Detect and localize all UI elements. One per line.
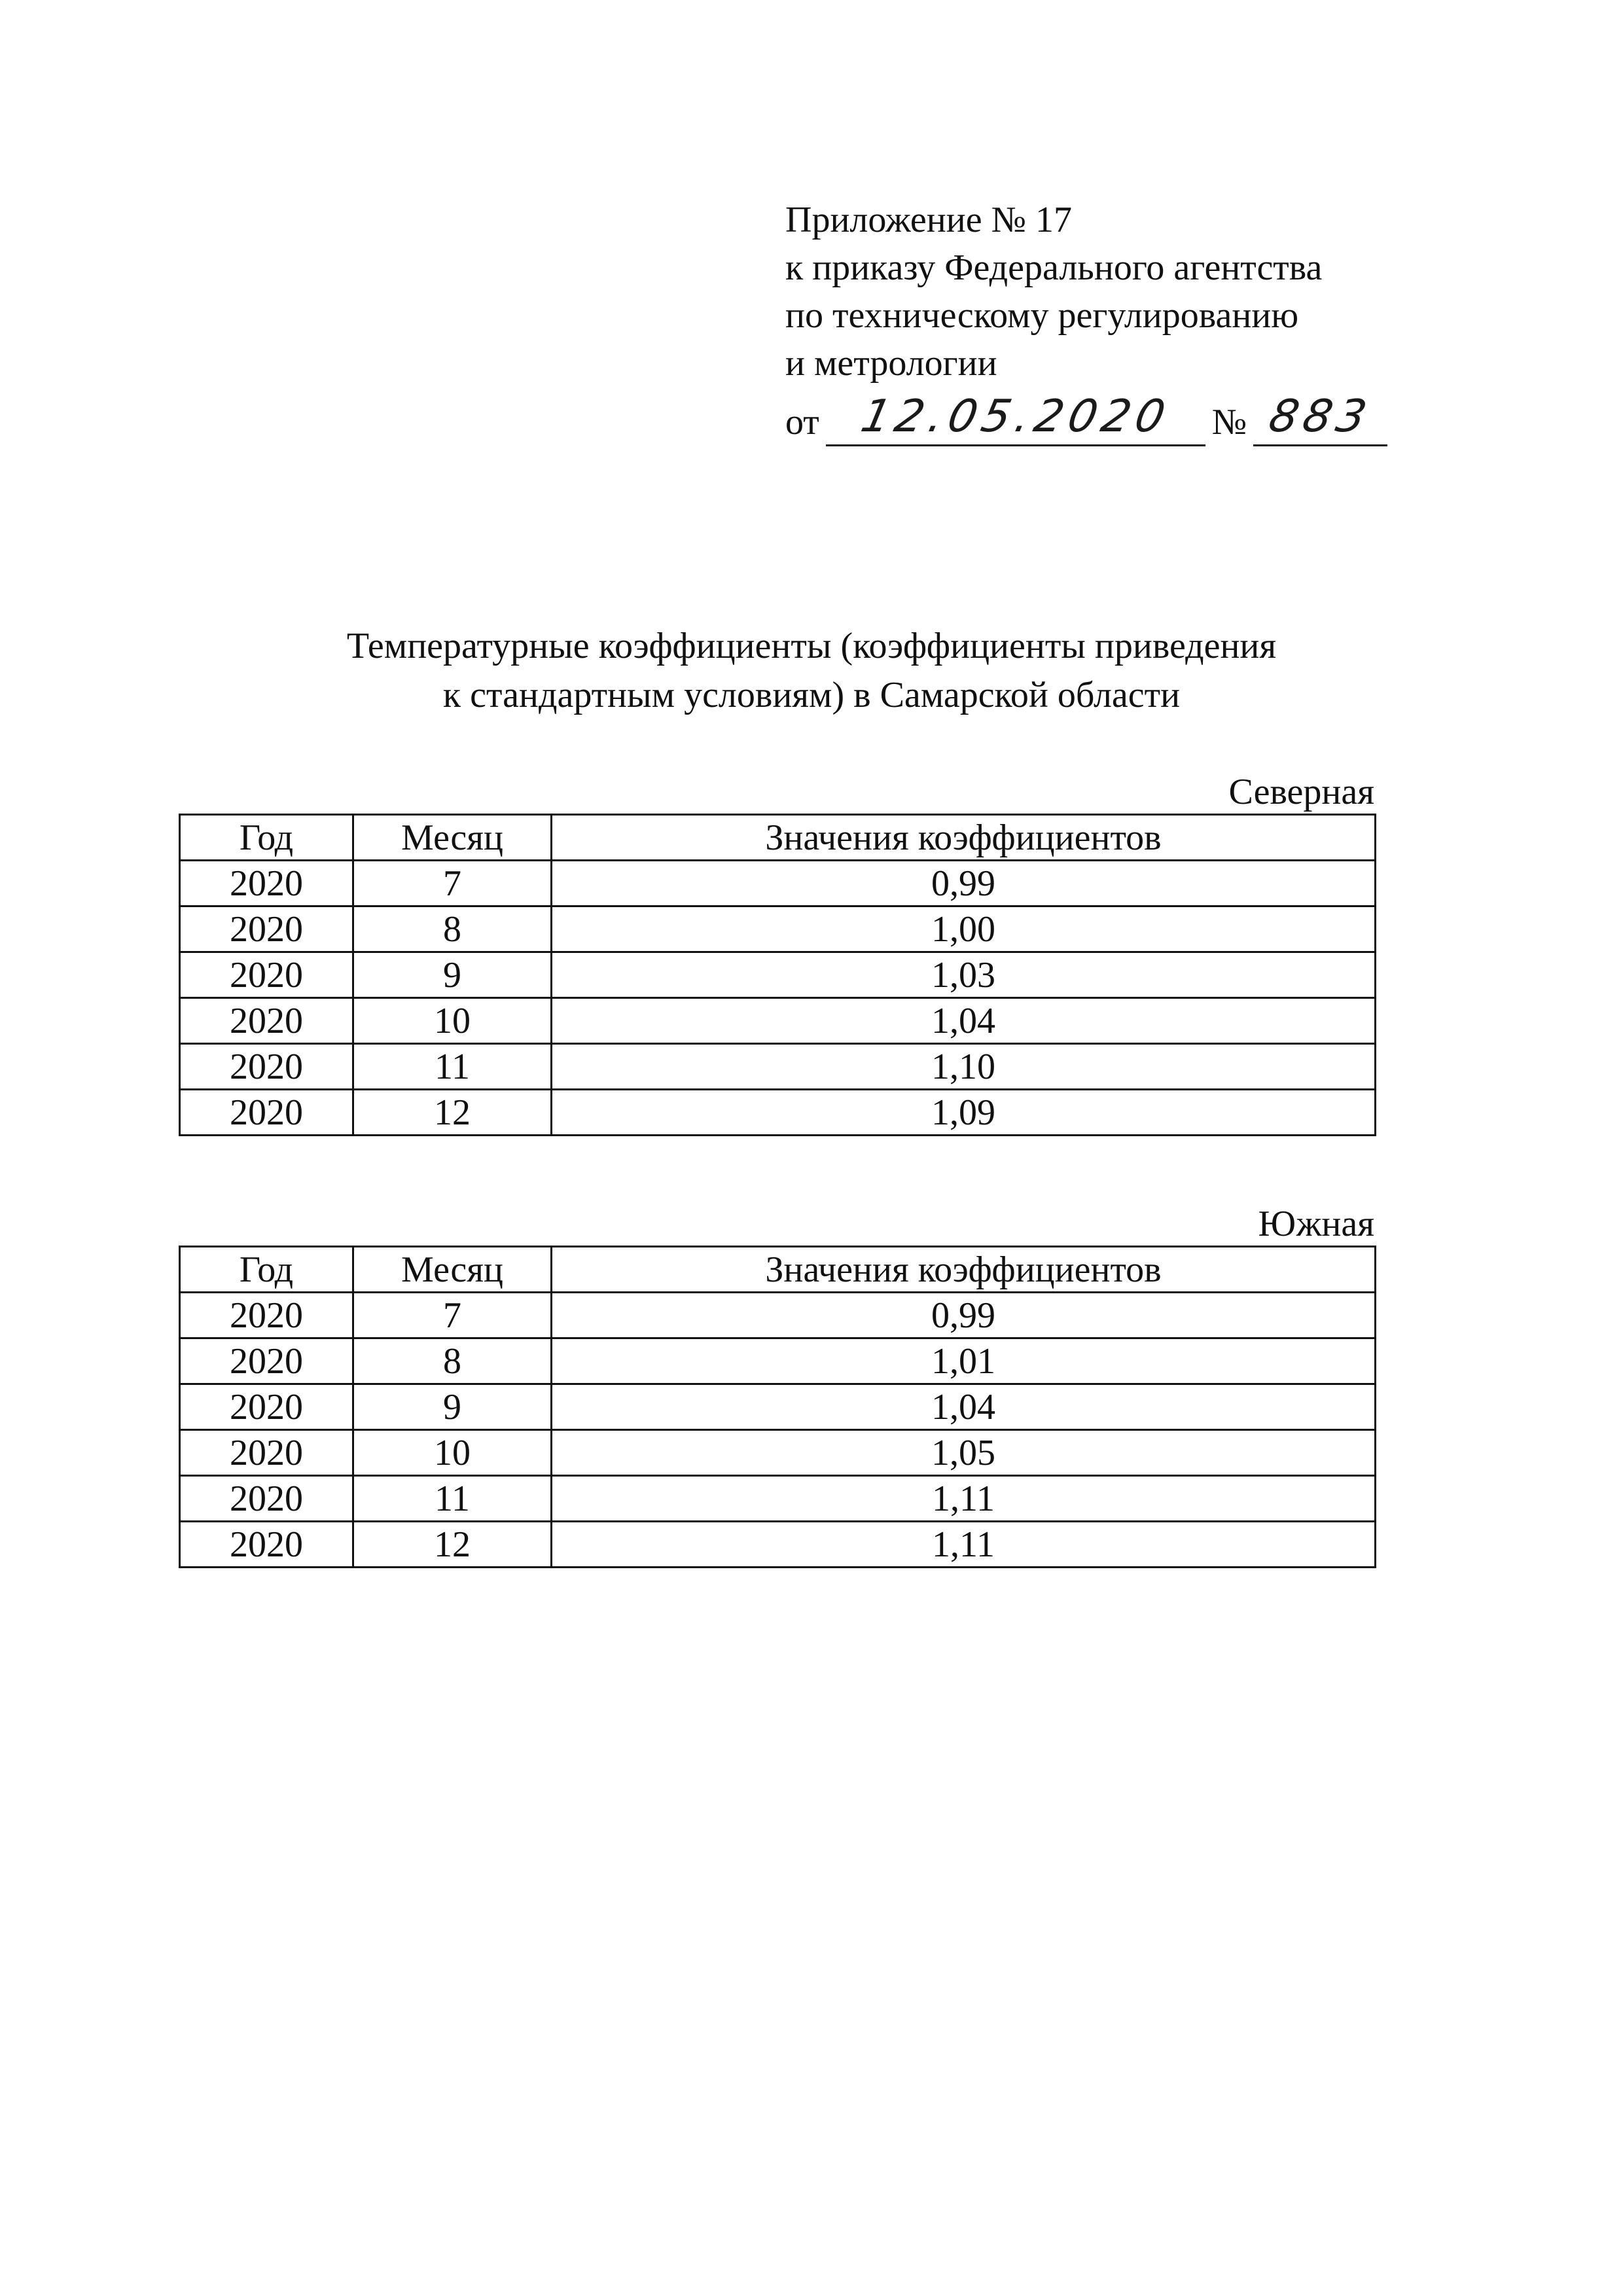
cell-month: 10: [353, 998, 552, 1044]
cell-year: 2020: [180, 861, 353, 906]
table-row: [180, 1044, 1376, 1090]
date-prefix: от: [785, 402, 819, 442]
cell-year: 2020: [180, 952, 353, 998]
document-title: [177, 622, 1446, 720]
cell-month: 12: [353, 1522, 552, 1568]
cell-month: 9: [353, 952, 552, 998]
table-row: [180, 1338, 1376, 1384]
table-row: [180, 1293, 1376, 1338]
cell-year: 2020: [180, 906, 353, 952]
table-row: [180, 1090, 1376, 1136]
cell-value: 0,99: [552, 1293, 1376, 1338]
agency-name-part2: и метрологии: [785, 343, 997, 384]
date-field: [826, 391, 1205, 446]
order-reference: к приказу Федерального агентства: [785, 247, 1323, 288]
table-row: [180, 998, 1376, 1044]
cell-value: 0,99: [552, 861, 1376, 906]
table-row: [180, 861, 1376, 906]
number-sign: №: [1211, 402, 1247, 442]
column-header-year: Год: [180, 815, 353, 861]
cell-month: 8: [353, 906, 552, 952]
cell-value: 1,11: [552, 1476, 1376, 1522]
cell-value: 1,01: [552, 1338, 1376, 1384]
appendix-number: Приложение № 17: [785, 200, 1072, 240]
cell-value: 1,05: [552, 1430, 1376, 1476]
cell-year: 2020: [180, 1338, 353, 1384]
cell-year: 2020: [180, 1293, 353, 1338]
region-label-south: Южная: [1258, 1204, 1374, 1244]
table-row: [180, 1476, 1376, 1522]
order-date-line: [785, 387, 1414, 446]
agency-name-part1: по техническому регулированию: [785, 295, 1299, 336]
column-header-value: Значения коэффициентов: [552, 815, 1376, 861]
cell-year: 2020: [180, 1044, 353, 1090]
cell-value: 1,03: [552, 952, 1376, 998]
table-header-row: [180, 815, 1376, 861]
cell-year: 2020: [180, 1522, 353, 1568]
cell-month: 12: [353, 1090, 552, 1136]
coefficients-table-south: [179, 1246, 1376, 1568]
region-label-north: Северная: [1228, 772, 1374, 812]
column-header-month: Месяц: [353, 1247, 552, 1293]
cell-year: 2020: [180, 1090, 353, 1136]
handwritten-number: 883: [1264, 391, 1376, 442]
handwritten-date: 12.05.2020: [856, 391, 1175, 442]
title-line-2: к стандартным условиям) в Самарской области: [442, 675, 1181, 715]
cell-value: 1,00: [552, 906, 1376, 952]
title-line-1: Температурные коэффициенты (коэффициенты приведения: [346, 626, 1277, 666]
table-row: [180, 1522, 1376, 1568]
cell-year: 2020: [180, 1430, 353, 1476]
table-row: [180, 906, 1376, 952]
cell-month: 9: [353, 1384, 552, 1430]
cell-value: 1,04: [552, 998, 1376, 1044]
cell-month: 8: [353, 1338, 552, 1384]
cell-year: 2020: [180, 1476, 353, 1522]
cell-month: 11: [353, 1044, 552, 1090]
cell-month: 7: [353, 861, 552, 906]
table-header-row: [180, 1247, 1376, 1293]
cell-year: 2020: [180, 1384, 353, 1430]
cell-value: 1,11: [552, 1522, 1376, 1568]
column-header-month: Месяц: [353, 815, 552, 861]
appendix-header: [785, 196, 1414, 446]
cell-value: 1,09: [552, 1090, 1376, 1136]
coefficients-table-north: [179, 814, 1376, 1136]
cell-month: 11: [353, 1476, 552, 1522]
table-row: [180, 952, 1376, 998]
number-field: [1253, 391, 1387, 446]
column-header-year: Год: [180, 1247, 353, 1293]
table-row: [180, 1430, 1376, 1476]
column-header-value: Значения коэффициентов: [552, 1247, 1376, 1293]
cell-value: 1,04: [552, 1384, 1376, 1430]
table-row: [180, 1384, 1376, 1430]
cell-year: 2020: [180, 998, 353, 1044]
cell-month: 7: [353, 1293, 552, 1338]
cell-month: 10: [353, 1430, 552, 1476]
cell-value: 1,10: [552, 1044, 1376, 1090]
